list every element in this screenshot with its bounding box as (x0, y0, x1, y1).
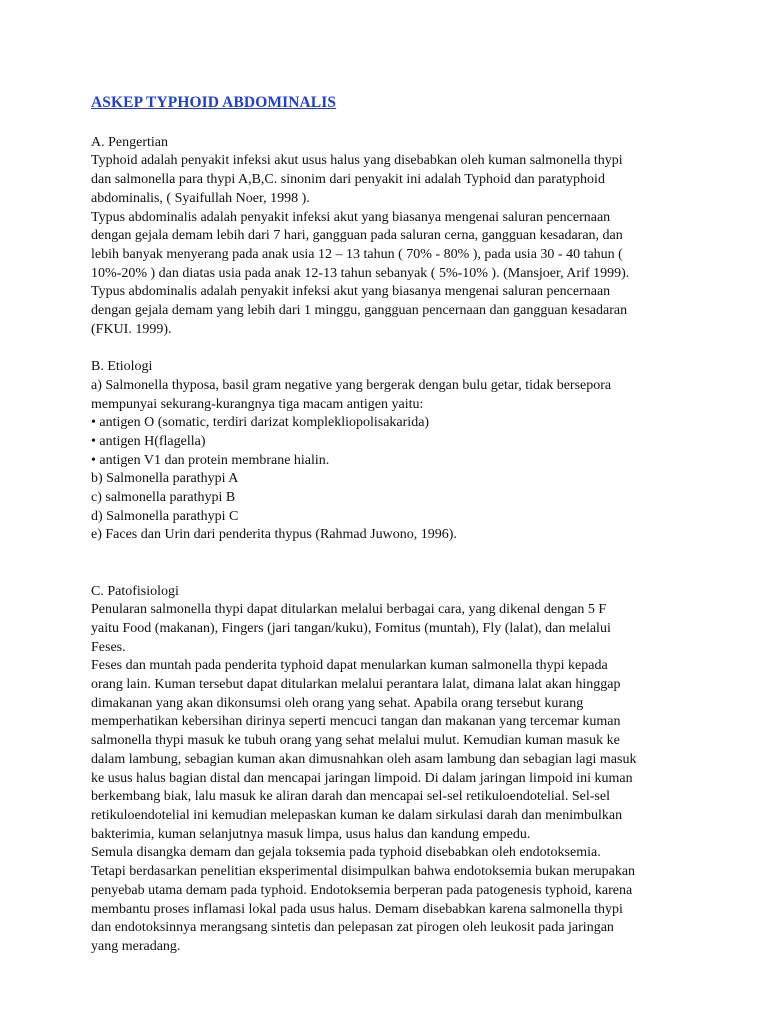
text-line: Semula disangka demam dan gejala toksemia pada typhoid disebabkan oleh endotoksemia. (91, 845, 601, 861)
text-line: yaitu Food (makanan), Fingers (jari tangan/kuku), Fomitus (muntah), Fly (lalat), dan melalui (91, 620, 611, 636)
text-line: Feses. (91, 639, 126, 655)
text-line: b) Salmonella parathypi A (91, 471, 239, 487)
text-line: Typus abdominalis adalah penyakit infeksi akut yang biasanya mengenai saluran pencernaan (91, 209, 611, 225)
text-line: a) Salmonella thyposa, basil gram negative yang bergerak dengan bulu getar, tidak bersepora (91, 377, 612, 393)
text-line: retikuloendotelial ini kemudian melepaskan kuman ke dalam sirkulasi darah dan menimbulkan (91, 807, 623, 823)
text-line: abdominalis, ( Syaifullah Noer, 1998 ). (91, 190, 310, 206)
text-line: dengan gejala demam lebih dari 7 hari, gangguan pada saluran cerna, gangguan kesadaran, dan (91, 228, 623, 244)
text-line: mempunyai sekurang-kurangnya tiga macam antigen yaitu: (91, 396, 424, 412)
section-heading: B. Etiologi (91, 359, 153, 375)
text-line: orang lain. Kuman tersebut dapat ditularkan melalui perantara lalat, dimana lalat akan hinggap (91, 677, 621, 693)
text-line: • antigen O (somatic, terdiri darizat komplekliopolisakarida) (91, 415, 430, 431)
text-line: c) salmonella parathypi B (91, 490, 236, 506)
text-line: • antigen H(flagella) (91, 433, 206, 449)
text-line: Tetapi berdasarkan penelitian eksperimental disimpulkan bahwa endotoksemia bukan merupakan (91, 864, 636, 880)
text-line: dimakanan yang akan dikonsumsi oleh orang yang sehat. Apabila orang tersebut kurang (91, 695, 584, 711)
spacer (91, 545, 691, 582)
text-line: d) Salmonella parathypi C (91, 508, 239, 524)
text-line: Typhoid adalah penyakit infeksi akut usus halus yang disebabkan oleh kuman salmonella thypi (91, 153, 623, 169)
section-heading: A. Pengertian (91, 134, 168, 150)
text-line: 10%-20% ) dan diatas usia pada anak 12-13 tahun sebanyak ( 5%-10% ). (Mansjoer, Arif 1999). (91, 265, 630, 281)
text-line: lebih banyak menyerang pada anak usia 12 – 13 tahun ( 70% - 80% ), pada usia 30 - 40 tahun ( (91, 246, 623, 262)
text-line: yang meradang. (91, 938, 181, 954)
text-line: bakterimia, kuman selanjutnya masuk limpa, usus halus dan kandung empedu. (91, 826, 531, 842)
text-line: e) Faces dan Urin dari penderita thypus (Rahmad Juwono, 1996). (91, 527, 457, 543)
text-line: dalam lambung, sebagian kuman akan dimusnahkan oleh asam lambung dan sebagian lagi masuk (91, 751, 637, 767)
text-line: dan endotoksinnya merangsang sintetis dan pelepasan zat pirogen oleh leukosit pada jaringan (91, 920, 614, 936)
text-line: dan salmonella para thypi A,B,C. sinonim dari penyakit ini adalah Typhoid dan paratyphoid (91, 172, 605, 188)
text-line: ke usus halus bagian distal dan mencapai jaringan limpoid. Di dalam jaringan limpoid ini kuman (91, 770, 633, 786)
text-line: (FKUI. 1999). (91, 321, 172, 337)
text-line: berkembang biak, lalu masuk ke aliran darah dan mencapai sel-sel retikuloendotelial. Sel-sel (91, 789, 610, 805)
section-lines (91, 152, 691, 339)
spacer (91, 339, 691, 358)
section-lines (91, 601, 691, 956)
section-etiologi (91, 358, 691, 545)
document-body (91, 94, 691, 957)
text-line: dengan gejala demam yang lebih dari 1 minggu, gangguan pencernaan dan gangguan kesadaran (91, 303, 628, 319)
section-heading: C. Patofisiologi (91, 583, 179, 599)
text-line: membantu proses inflamasi lokal pada usus halus. Demam disebabkan karena salmonella thypi (91, 901, 623, 917)
section-pengertian (91, 134, 691, 340)
text-line: Typus abdominalis adalah penyakit infeksi akut yang biasanya mengenai saluran pencernaan (91, 284, 611, 300)
text-line: memperhatikan kebersihan dirinya seperti mencuci tangan dan makanan yang tercemar kuman (91, 714, 621, 730)
document-title[interactable]: ASKEP TYPHOID ABDOMINALIS (91, 94, 337, 111)
text-line: Penularan salmonella thypi dapat ditularkan melalui berbagai cara, yang dikenal dengan 5 F (91, 602, 607, 618)
text-line: Feses dan muntah pada penderita typhoid dapat menularkan kuman salmonella thypi kepada (91, 658, 608, 674)
text-line: • antigen V1 dan protein membrane hialin. (91, 452, 330, 468)
section-lines (91, 377, 691, 545)
text-line: salmonella thypi masuk ke tubuh orang yang sehat melalui mulut. Kemudian kuman masuk ke (91, 733, 620, 749)
section-patofisiologi (91, 583, 691, 957)
text-line: penyebab utama demam pada typhoid. Endotoksemia berperan pada patogenesis typhoid, karena (91, 882, 633, 898)
